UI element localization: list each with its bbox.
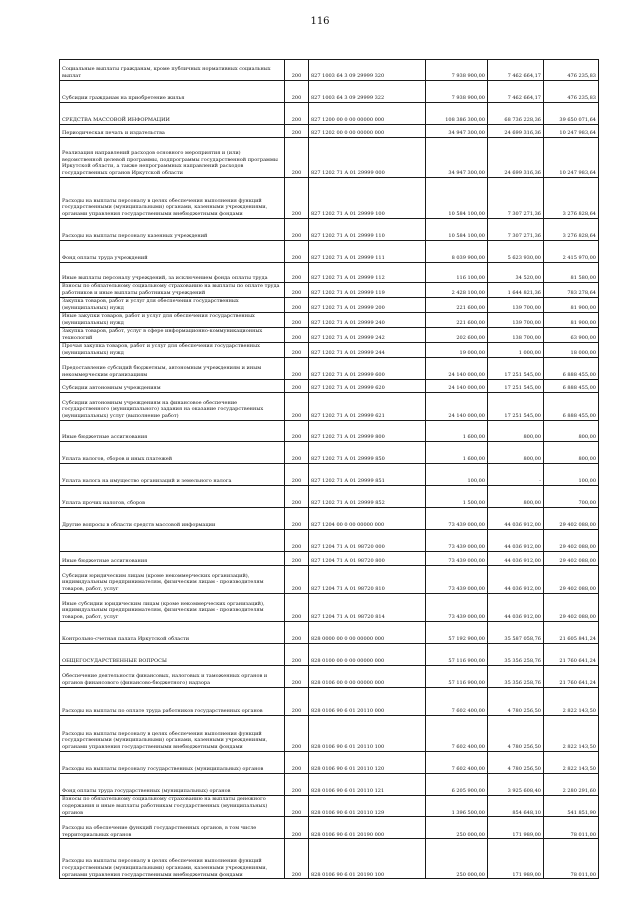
row-remaining-cell: 29 402 088,00: [544, 530, 599, 552]
row-code-cell: 200: [285, 283, 309, 298]
row-classification-cell: 828 0106 90 6 01 20110 000: [309, 688, 426, 716]
table-row: [60, 103, 599, 125]
row-code-cell: 200: [285, 796, 309, 817]
budget-execution-table: [59, 59, 599, 879]
table-row: [60, 774, 599, 796]
row-approved-cell: 7 602 400,00: [426, 688, 488, 716]
row-name-cell: Субсидии гражданам на приобретение жилья: [60, 81, 285, 103]
row-executed-cell: 1 000,00: [488, 343, 544, 358]
row-executed-cell: 171 989,00: [488, 817, 544, 839]
row-remaining-cell: 541 851,90: [544, 796, 599, 817]
row-name-cell: Расходы на выплаты персоналу в целях обеспечения выполнения функций государственными (муниципальными) органами, казенными учреждениями, органами управления государственными внебюджетными фондами: [60, 178, 285, 219]
row-code-cell: 200: [285, 644, 309, 666]
row-executed-cell: 854 648,10: [488, 796, 544, 817]
row-approved-cell: 73 439 000,00: [426, 552, 488, 566]
row-approved-cell: 57 116 900,00: [426, 666, 488, 688]
row-approved-cell: 57 116 900,00: [426, 644, 488, 666]
row-code-cell: 200: [285, 138, 309, 178]
row-remaining-cell: 476 235,83: [544, 60, 599, 81]
row-approved-cell: 73 439 000,00: [426, 594, 488, 622]
row-name-cell: Иные субсидии юридическим лицам (кроме некоммерческих организаций), индивидуальным предпринимателям, физическим лицам - производителям товаров, работ, услуг: [60, 594, 285, 622]
row-approved-cell: 250 000,00: [426, 839, 488, 879]
row-name-cell: Фонд оплаты труда государственных (муниципальных) органов: [60, 774, 285, 796]
row-name-cell: Уплата прочих налогов, сборов: [60, 486, 285, 508]
row-remaining-cell: 81 580,00: [544, 263, 599, 283]
row-executed-cell: 800,00: [488, 442, 544, 464]
row-name-cell: Контрольно-счетная палата Иркутской области: [60, 622, 285, 644]
row-classification-cell: 827 1200 00 0 00 00000 000: [309, 103, 426, 125]
row-classification-cell: 827 1202 71 А 01 29999 242: [309, 328, 426, 343]
row-classification-cell: 827 1202 71 А 01 29999 851: [309, 464, 426, 486]
row-approved-cell: 202 600,00: [426, 328, 488, 343]
row-executed-cell: 4 780 256,50: [488, 688, 544, 716]
row-code-cell: 200: [285, 666, 309, 688]
row-code-cell: 200: [285, 688, 309, 716]
row-code-cell: 200: [285, 839, 309, 879]
row-approved-cell: 1 600,00: [426, 421, 488, 442]
row-code-cell: 200: [285, 442, 309, 464]
row-executed-cell: 35 356 258,76: [488, 644, 544, 666]
row-remaining-cell: 2 280 291,60: [544, 774, 599, 796]
row-remaining-cell: 78 011,00: [544, 839, 599, 879]
row-name-cell: СРЕДСТВА МАССОВОЙ ИНФОРМАЦИИ: [60, 103, 285, 125]
row-approved-cell: 73 439 000,00: [426, 566, 488, 594]
row-name-cell: Расходы на выплаты персоналу казенных учреждений: [60, 219, 285, 241]
row-name-cell: Фонд оплаты труда учреждений: [60, 241, 285, 263]
row-approved-cell: 7 938 900,00: [426, 81, 488, 103]
row-code-cell: 200: [285, 774, 309, 796]
row-code-cell: 200: [285, 622, 309, 644]
row-name-cell: Иные бюджетные ассигнования: [60, 421, 285, 442]
row-executed-cell: 68 736 228,36: [488, 103, 544, 125]
row-name-cell: Периодическая печать и издательства: [60, 125, 285, 138]
row-approved-cell: 19 000,00: [426, 343, 488, 358]
table-row: [60, 594, 599, 622]
row-remaining-cell: 100,00: [544, 464, 599, 486]
row-code-cell: 200: [285, 552, 309, 566]
row-approved-cell: 1 600,00: [426, 442, 488, 464]
table-row: [60, 393, 599, 421]
table-row: [60, 530, 599, 552]
row-remaining-cell: 10 247 983,64: [544, 138, 599, 178]
row-remaining-cell: 39 650 071,64: [544, 103, 599, 125]
row-approved-cell: 1 396 500,00: [426, 796, 488, 817]
row-code-cell: 200: [285, 81, 309, 103]
row-approved-cell: 73 439 000,00: [426, 508, 488, 530]
row-classification-cell: 827 1202 71 А 01 29999 621: [309, 393, 426, 421]
table-row: [60, 796, 599, 817]
row-code-cell: 200: [285, 125, 309, 138]
row-code-cell: 200: [285, 508, 309, 530]
row-executed-cell: 44 036 912,00: [488, 508, 544, 530]
row-remaining-cell: 800,00: [544, 442, 599, 464]
row-code-cell: 200: [285, 298, 309, 313]
row-approved-cell: 24 140 000,00: [426, 380, 488, 393]
row-executed-cell: 139 700,00: [488, 313, 544, 328]
row-code-cell: 200: [285, 817, 309, 839]
row-executed-cell: 44 036 912,00: [488, 566, 544, 594]
table-row: [60, 380, 599, 393]
row-classification-cell: 827 1204 00 0 00 00000 000: [309, 508, 426, 530]
row-classification-cell: 828 0000 00 0 00 00000 000: [309, 622, 426, 644]
row-code-cell: 200: [285, 60, 309, 81]
row-remaining-cell: 2 822 143,50: [544, 716, 599, 752]
row-remaining-cell: 18 000,00: [544, 343, 599, 358]
row-executed-cell: 44 036 912,00: [488, 594, 544, 622]
row-code-cell: 200: [285, 594, 309, 622]
row-approved-cell: 6 205 900,00: [426, 774, 488, 796]
row-remaining-cell: 476 235,83: [544, 81, 599, 103]
row-executed-cell: -: [488, 464, 544, 486]
row-remaining-cell: 700,00: [544, 486, 599, 508]
table-row: [60, 298, 599, 313]
row-code-cell: 200: [285, 328, 309, 343]
row-name-cell: Закупка товаров, работ и услуг для обеспечения государственных (муниципальных) нужд: [60, 298, 285, 313]
table-row: [60, 752, 599, 774]
table-row: [60, 125, 599, 138]
row-name-cell: Обеспечение деятельности финансовых, налоговых и таможенных органов и органов финансового (финансово-бюджетного) надзора: [60, 666, 285, 688]
table-row: [60, 442, 599, 464]
row-classification-cell: 827 1202 71 А 01 29999 850: [309, 442, 426, 464]
row-name-cell: Субсидии автономным учреждениям на финансовое обеспечение государственного (муниципального) задания на оказание государственных (муниципальных) услуг (выполнение работ): [60, 393, 285, 421]
row-approved-cell: 57 192 900,00: [426, 622, 488, 644]
row-remaining-cell: 783 278,64: [544, 283, 599, 298]
row-name-cell: Расходы на выплаты персоналу в целях обеспечения выполнения функций государственными (муниципальными) органами, казенными учреждениями, органами управления государственными внебюджетными фондами: [60, 716, 285, 752]
row-executed-cell: 7 462 664,17: [488, 81, 544, 103]
row-classification-cell: 827 1204 71 А 01 98720 814: [309, 594, 426, 622]
row-code-cell: 200: [285, 380, 309, 393]
row-remaining-cell: 21 760 641,24: [544, 666, 599, 688]
row-code-cell: 200: [285, 530, 309, 552]
table-row: [60, 508, 599, 530]
table-row: [60, 138, 599, 178]
row-name-cell: Субсидии автономным учреждениям: [60, 380, 285, 393]
row-name-cell: Расходы на обеспечение функций государственных органов, в том числе территориальных органов: [60, 817, 285, 839]
row-executed-cell: 17 251 545,00: [488, 358, 544, 380]
row-code-cell: 200: [285, 486, 309, 508]
row-executed-cell: 1 644 821,36: [488, 283, 544, 298]
row-remaining-cell: 29 402 088,00: [544, 552, 599, 566]
table-row: [60, 552, 599, 566]
row-code-cell: 200: [285, 103, 309, 125]
row-executed-cell: 7 462 664,17: [488, 60, 544, 81]
table-row: [60, 178, 599, 219]
row-approved-cell: 34 947 300,00: [426, 125, 488, 138]
row-code-cell: 200: [285, 263, 309, 283]
row-classification-cell: 827 1202 71 А 01 29999 240: [309, 313, 426, 328]
row-executed-cell: 24 699 316,36: [488, 138, 544, 178]
table-row: [60, 328, 599, 343]
row-classification-cell: 827 1202 71 А 01 29999 100: [309, 178, 426, 219]
row-remaining-cell: 3 276 828,64: [544, 178, 599, 219]
row-approved-cell: 24 140 000,00: [426, 393, 488, 421]
row-code-cell: 200: [285, 219, 309, 241]
table-row: [60, 358, 599, 380]
row-approved-cell: 7 602 400,00: [426, 716, 488, 752]
row-classification-cell: 828 0106 90 6 01 20190 000: [309, 817, 426, 839]
row-classification-cell: 827 1202 71 А 01 29999 800: [309, 421, 426, 442]
row-executed-cell: 44 036 912,00: [488, 530, 544, 552]
row-executed-cell: 4 780 256,50: [488, 752, 544, 774]
row-remaining-cell: 6 888 455,00: [544, 358, 599, 380]
row-classification-cell: 827 1204 71 А 01 98720 000: [309, 530, 426, 552]
row-remaining-cell: 800,00: [544, 421, 599, 442]
row-code-cell: 200: [285, 241, 309, 263]
row-executed-cell: 800,00: [488, 421, 544, 442]
row-name-cell: Расходы на выплаты по оплате труда работников государственных органов: [60, 688, 285, 716]
table-row: [60, 421, 599, 442]
row-classification-cell: 828 0100 00 0 00 00000 000: [309, 644, 426, 666]
row-executed-cell: 3 925 608,40: [488, 774, 544, 796]
row-classification-cell: 827 1202 71 А 01 29999 852: [309, 486, 426, 508]
row-code-cell: 200: [285, 464, 309, 486]
row-name-cell: Иные бюджетные ассигнования: [60, 552, 285, 566]
row-classification-cell: 827 1003 64 3 09 29999 320: [309, 60, 426, 81]
row-remaining-cell: 29 402 088,00: [544, 566, 599, 594]
row-executed-cell: 139 700,00: [488, 298, 544, 313]
row-executed-cell: 7 307 271,36: [488, 178, 544, 219]
row-classification-cell: 827 1202 71 А 01 29999 112: [309, 263, 426, 283]
row-classification-cell: 827 1202 00 0 00 00000 000: [309, 125, 426, 138]
row-classification-cell: 827 1202 71 А 01 29999 000: [309, 138, 426, 178]
row-remaining-cell: 2 822 143,50: [544, 752, 599, 774]
row-executed-cell: 171 989,00: [488, 839, 544, 879]
row-remaining-cell: 78 011,00: [544, 817, 599, 839]
row-classification-cell: 827 1202 71 А 01 29999 111: [309, 241, 426, 263]
row-name-cell: Закупка товаров, работ, услуг в сфере информационно-коммуникационных технологий: [60, 328, 285, 343]
row-executed-cell: 35 587 058,76: [488, 622, 544, 644]
row-approved-cell: 8 039 900,00: [426, 241, 488, 263]
row-executed-cell: 44 036 912,00: [488, 552, 544, 566]
row-approved-cell: 100,00: [426, 464, 488, 486]
row-name-cell: Уплата налогов, сборов и иных платежей: [60, 442, 285, 464]
row-executed-cell: 17 251 545,00: [488, 380, 544, 393]
row-classification-cell: 828 0106 90 6 01 20110 100: [309, 716, 426, 752]
row-code-cell: 200: [285, 566, 309, 594]
row-classification-cell: 827 1204 71 А 01 98720 810: [309, 566, 426, 594]
row-code-cell: 200: [285, 343, 309, 358]
row-remaining-cell: 29 402 088,00: [544, 508, 599, 530]
table-row: [60, 622, 599, 644]
row-approved-cell: 10 584 100,00: [426, 178, 488, 219]
table-row: [60, 263, 599, 283]
row-classification-cell: 827 1202 71 А 01 29999 119: [309, 283, 426, 298]
row-name-cell: Социальные выплаты гражданам, кроме публичных нормативных социальных выплат: [60, 60, 285, 81]
row-code-cell: 200: [285, 358, 309, 380]
row-approved-cell: 116 100,00: [426, 263, 488, 283]
row-approved-cell: 2 428 100,00: [426, 283, 488, 298]
row-name-cell: Взносы по обязательному социальному страхованию на выплаты денежного содержания и иные выплаты работникам государственных (муниципальных) органов: [60, 796, 285, 817]
row-approved-cell: 250 000,00: [426, 817, 488, 839]
row-approved-cell: 7 602 400,00: [426, 752, 488, 774]
row-classification-cell: 827 1204 71 А 01 98720 800: [309, 552, 426, 566]
row-remaining-cell: 6 888 455,00: [544, 393, 599, 421]
row-remaining-cell: 81 900,00: [544, 313, 599, 328]
table-row: [60, 219, 599, 241]
row-executed-cell: 24 699 316,36: [488, 125, 544, 138]
row-remaining-cell: 2 415 970,00: [544, 241, 599, 263]
table-row: [60, 464, 599, 486]
row-classification-cell: 827 1202 71 А 01 29999 620: [309, 380, 426, 393]
row-remaining-cell: 21 605 841,24: [544, 622, 599, 644]
row-name-cell: Другие вопросы в области средств массовой информации: [60, 508, 285, 530]
row-remaining-cell: 81 900,00: [544, 298, 599, 313]
row-classification-cell: 827 1202 71 А 01 29999 110: [309, 219, 426, 241]
row-classification-cell: 828 0106 90 6 01 20110 121: [309, 774, 426, 796]
row-executed-cell: 17 251 545,00: [488, 393, 544, 421]
row-name-cell: [60, 530, 285, 552]
row-executed-cell: 34 520,00: [488, 263, 544, 283]
row-name-cell: ОБЩЕГОСУДАРСТВЕННЫЕ ВОПРОСЫ: [60, 644, 285, 666]
row-code-cell: 200: [285, 393, 309, 421]
row-code-cell: 200: [285, 313, 309, 328]
row-classification-cell: 828 0106 90 6 01 20110 129: [309, 796, 426, 817]
table-row: [60, 644, 599, 666]
row-approved-cell: 1 500,00: [426, 486, 488, 508]
row-classification-cell: 827 1202 71 А 01 29999 244: [309, 343, 426, 358]
row-executed-cell: 7 307 271,36: [488, 219, 544, 241]
row-approved-cell: 108 386 300,00: [426, 103, 488, 125]
table-row: [60, 283, 599, 298]
table-row: [60, 486, 599, 508]
row-name-cell: Взносы по обязательному социальному страхованию на выплаты по оплате труда работников и иные выплаты работникам учреждений: [60, 283, 285, 298]
table-row: [60, 241, 599, 263]
table-row: [60, 60, 599, 81]
row-executed-cell: 4 780 256,50: [488, 716, 544, 752]
row-remaining-cell: 3 276 828,64: [544, 219, 599, 241]
table-row: [60, 839, 599, 879]
row-code-cell: 200: [285, 716, 309, 752]
row-approved-cell: 7 938 900,00: [426, 60, 488, 81]
row-classification-cell: 828 0106 90 6 01 20110 120: [309, 752, 426, 774]
row-approved-cell: 73 439 000,00: [426, 530, 488, 552]
row-classification-cell: 828 0106 90 6 01 20190 100: [309, 839, 426, 879]
row-remaining-cell: 21 760 641,24: [544, 644, 599, 666]
row-executed-cell: 138 700,00: [488, 328, 544, 343]
table-row: [60, 716, 599, 752]
row-classification-cell: 827 1003 64 3 09 29999 322: [309, 81, 426, 103]
row-code-cell: 200: [285, 752, 309, 774]
row-approved-cell: 221 600,00: [426, 313, 488, 328]
table-row: [60, 666, 599, 688]
table-row: [60, 688, 599, 716]
row-remaining-cell: 6 888 455,00: [544, 380, 599, 393]
table-row: [60, 313, 599, 328]
row-remaining-cell: 2 822 143,50: [544, 688, 599, 716]
row-approved-cell: 24 140 000,00: [426, 358, 488, 380]
row-approved-cell: 221 600,00: [426, 298, 488, 313]
row-name-cell: Расходы на выплаты персоналу в целях обеспечения выполнения функций государственными (муниципальными) органами, казенными учреждениями, органами управления государственными внебюджетными фондами: [60, 839, 285, 879]
row-name-cell: Предоставление субсидий бюджетным, автономным учреждениям и иным некоммерческим организациям: [60, 358, 285, 380]
row-name-cell: Иные закупки товаров, работ и услуг для обеспечения государственных (муниципальных) нужд: [60, 313, 285, 328]
row-code-cell: 200: [285, 421, 309, 442]
table-row: [60, 343, 599, 358]
row-approved-cell: 10 584 100,00: [426, 219, 488, 241]
row-remaining-cell: 29 402 088,00: [544, 594, 599, 622]
row-name-cell: Уплата налога на имущество организаций и земельного налога: [60, 464, 285, 486]
row-name-cell: Расходы на выплаты персоналу государственных (муниципальных) органов: [60, 752, 285, 774]
row-name-cell: Реализация направлений расходов основного мероприятия и (или) ведомственной целевой программы, подпрограммы государственной программы Иркутской области, а также непрограммных направлений расходов государственных органов Иркутской области: [60, 138, 285, 178]
table-row: [60, 817, 599, 839]
row-classification-cell: 827 1202 71 А 01 29999 200: [309, 298, 426, 313]
row-executed-cell: 5 623 930,00: [488, 241, 544, 263]
row-classification-cell: 828 0106 00 0 00 00000 000: [309, 666, 426, 688]
row-approved-cell: 34 947 300,00: [426, 138, 488, 178]
table-row: [60, 566, 599, 594]
row-code-cell: 200: [285, 178, 309, 219]
row-executed-cell: 35 356 258,76: [488, 666, 544, 688]
table-body: [60, 60, 599, 879]
row-name-cell: Иные выплаты персоналу учреждений, за исключением фонда оплаты труда: [60, 263, 285, 283]
row-remaining-cell: 63 900,00: [544, 328, 599, 343]
row-remaining-cell: 10 247 983,64: [544, 125, 599, 138]
row-executed-cell: 800,00: [488, 486, 544, 508]
row-name-cell: Субсидии юридическим лицам (кроме некоммерческих организаций), индивидуальным предпринимателям, физическим лицам - производителям товаров, работ, услуг: [60, 566, 285, 594]
table-row: [60, 81, 599, 103]
page-number: 116: [310, 16, 330, 27]
row-classification-cell: 827 1202 71 А 01 29999 600: [309, 358, 426, 380]
row-name-cell: Прочая закупка товаров, работ и услуг для обеспечения государственных (муниципальных) нужд: [60, 343, 285, 358]
